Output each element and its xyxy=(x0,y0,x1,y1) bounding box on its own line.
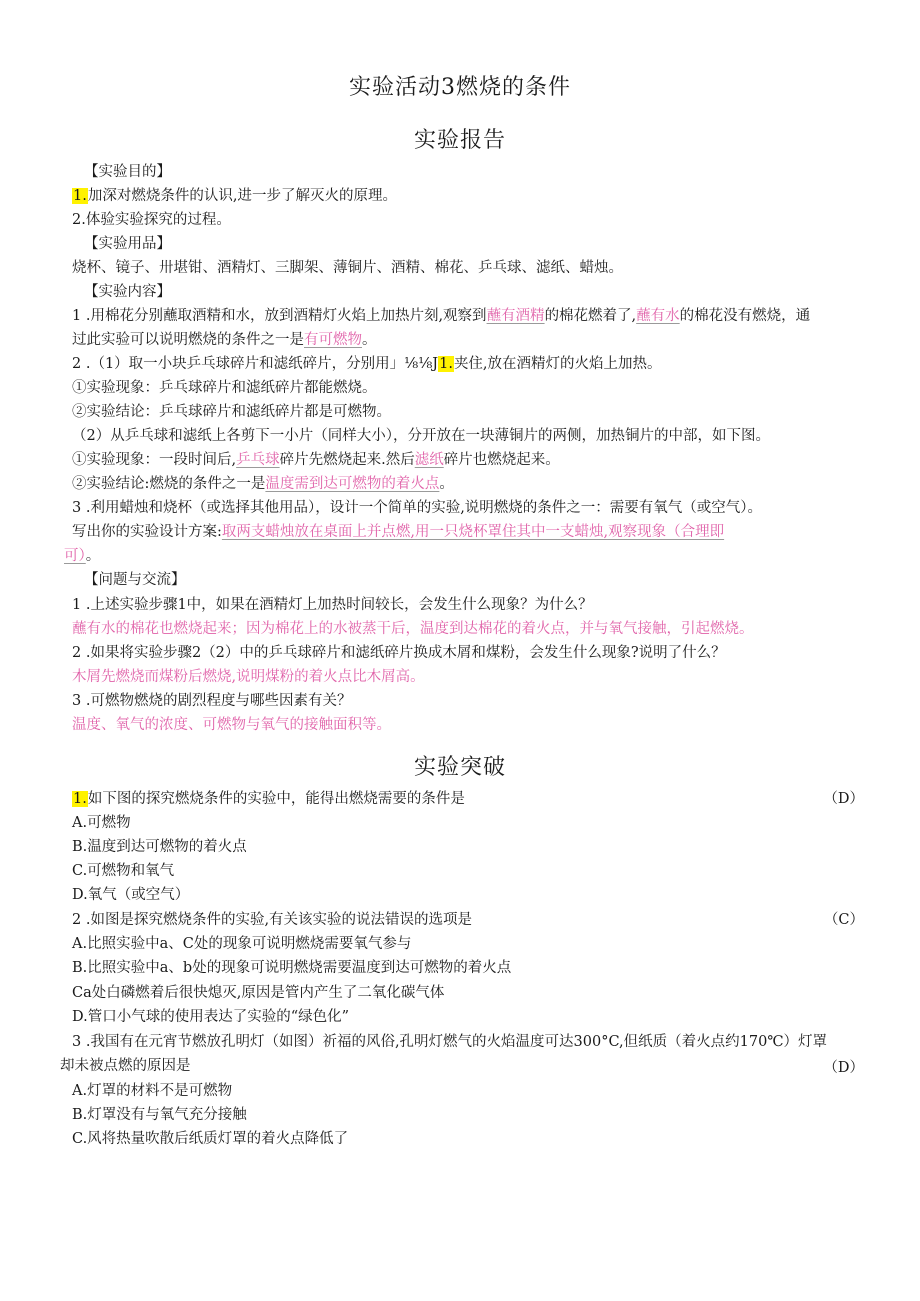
purpose-item-2: 2.体验实验探究的过程。 xyxy=(72,212,231,228)
qa-answer-3: 温度、氧气的浓度、可燃物与氧气的接触面积等。 xyxy=(72,717,391,733)
highlight-number: 1. xyxy=(73,188,87,204)
report-heading: 实验报告 xyxy=(413,128,506,153)
qa-answer-1: 蘸有水的棉花也燃烧起来；因为棉花上的水被蒸干后，温度到达棉花的着火点，并与氧气接触，引起燃烧。 xyxy=(72,621,754,637)
q1-option-c: C.可燃物和氧气 xyxy=(72,863,175,879)
q3-option-a: A.灯罩的材料不是可燃物 xyxy=(72,1083,233,1099)
qa-question-2: 2 .如果将实验步骤2（2）中的乒乓球碎片和滤纸碎片换成木屑和煤粉，会发生什么现象?说明了什么？ xyxy=(72,645,726,661)
q1-answer: （D） xyxy=(823,791,864,807)
item3-line2: 写出你的实验设计方案:取两支蜡烛放在桌面上并点燃,用一只烧杯罩住其中一支蜡烛,观察现象（合理即 xyxy=(72,524,725,540)
q2-answer: （C） xyxy=(823,912,864,928)
qa-question-3: 3 .可燃物燃烧的剧烈程度与哪些因素有关？ xyxy=(72,693,352,709)
answer-blank: 滤纸 xyxy=(414,452,444,468)
answer-blank: 温度需到达可燃物的着火点 xyxy=(265,476,440,492)
qa-heading: 【问题与交流】 xyxy=(84,572,186,588)
purpose-item-1: 1.加深对燃烧条件的认识,进一步了解灭火的原理。 xyxy=(73,188,397,204)
q3-option-b: B.灯罩没有与氧气充分接触 xyxy=(72,1107,247,1123)
q3-answer: （D） xyxy=(823,1060,864,1076)
q2-stem: 2 .如图是探究燃烧条件的实验,有关该实验的说法错误的选项是 xyxy=(72,912,473,928)
page-title: 实验活动3燃烧的条件 xyxy=(349,75,571,100)
q1-option-b: B.温度到达可燃物的着火点 xyxy=(72,839,247,855)
answer-blank: 乒乓球 xyxy=(236,452,280,468)
q3-stem-line1: 3 .我国有在元宵节燃放孔明灯（如图）祈福的风俗,孔明灯燃气的火焰温度可达300°C,但纸质（着火点约170℃）灯罩 xyxy=(72,1034,828,1050)
q1-stem: 1.如下图的探究燃烧条件的实验中，能得出燃烧需要的条件是 xyxy=(73,791,465,807)
q2-option-d: D.管口小气球的使用表达了实验的“绿色化” xyxy=(72,1009,350,1025)
highlight-number: 1. xyxy=(73,791,87,807)
answer-blank: 可） xyxy=(64,548,86,564)
answer-blank: 蘸有酒精 xyxy=(486,308,545,324)
item2-phenomenon-1: ①实验现象：乒乓球碎片和滤纸碎片都能燃烧。 xyxy=(72,380,377,396)
qa-answer-2: 木屑先燃烧而煤粉后燃烧,说明煤粉的着火点比木屑高。 xyxy=(72,669,425,685)
purpose-heading: 【实验目的】 xyxy=(84,164,171,180)
item2-line1: 2 .（1）取一小块乒乓球碎片和滤纸碎片，分别用」⅛⅛J1.夹住,放在酒精灯的火焰上加热。 xyxy=(72,356,662,372)
qa-question-1: 1 .上述实验步骤1中，如果在酒精灯上加热时间较长，会发生什么现象？为什么？ xyxy=(72,597,593,613)
answer-blank: 有可燃物 xyxy=(304,332,362,348)
supplies-heading: 【实验用品】 xyxy=(84,236,171,252)
content-heading: 【实验内容】 xyxy=(84,284,171,300)
item3-line3: 可）。 xyxy=(64,548,101,564)
item2-phenomenon-2: ①实验现象：一段时间后,乒乓球碎片先燃烧起来.然后滤纸碎片也燃烧起来。 xyxy=(72,452,560,468)
item3-line1: 3 .利用蜡烛和烧杯（或选择其他用品），设计一个简单的实验,说明燃烧的条件之一：需要有氧气（或空气）。 xyxy=(72,500,763,516)
q2-option-c: Ca处白磷燃着后很快熄灭,原因是管内产生了二氧化碳气体 xyxy=(72,985,445,1001)
item2-conclusion-2: ②实验结论:燃烧的条件之一是温度需到达可燃物的着火点。 xyxy=(72,476,454,492)
breakthrough-heading: 实验突破 xyxy=(413,755,506,780)
q2-option-a: A.比照实验中a、C处的现象可说明燃烧需要氧气参与 xyxy=(72,936,412,952)
q3-stem-line2: 却未被点燃的原因是 xyxy=(60,1058,191,1074)
q1-option-d: D.氧气（或空气） xyxy=(72,887,190,903)
item1-line2: 过此实验可以说明燃烧的条件之一是有可燃物。 xyxy=(72,332,377,348)
highlight-number: 1. xyxy=(439,356,453,372)
answer-blank: 蘸有水 xyxy=(636,308,680,324)
item1-line1: 1 .用棉花分别蘸取酒精和水，放到酒精灯火焰上加热片刻,观察到蘸有酒精的棉花燃着了,蘸有水的棉花没有燃烧，通 xyxy=(72,308,811,324)
answer-blank: 取两支蜡烛放在桌面上并点燃,用一只烧杯罩住其中一支蜡烛,观察现象（合理即 xyxy=(221,524,725,540)
q2-option-b: B.比照实验中a、b处的现象可说明燃烧需要温度到达可燃物的着火点 xyxy=(72,960,512,976)
item2-part2: （2）从乒乓球和滤纸上各剪下一小片（同样大小），分开放在一块薄铜片的两侧，加热铜片的中部，如下图。 xyxy=(72,428,770,444)
item2-conclusion-1: ②实验结论：乒乓球碎片和滤纸碎片都是可燃物。 xyxy=(72,404,391,420)
q3-option-c: C.风将热量吹散后纸质灯罩的着火点降低了 xyxy=(72,1131,349,1147)
supplies-list: 烧杯、镜子、卅堪钳、酒精灯、三脚架、薄铜片、酒精、棉花、乒乓球、滤纸、蜡烛。 xyxy=(72,260,623,276)
q1-option-a: A.可燃物 xyxy=(72,815,131,831)
